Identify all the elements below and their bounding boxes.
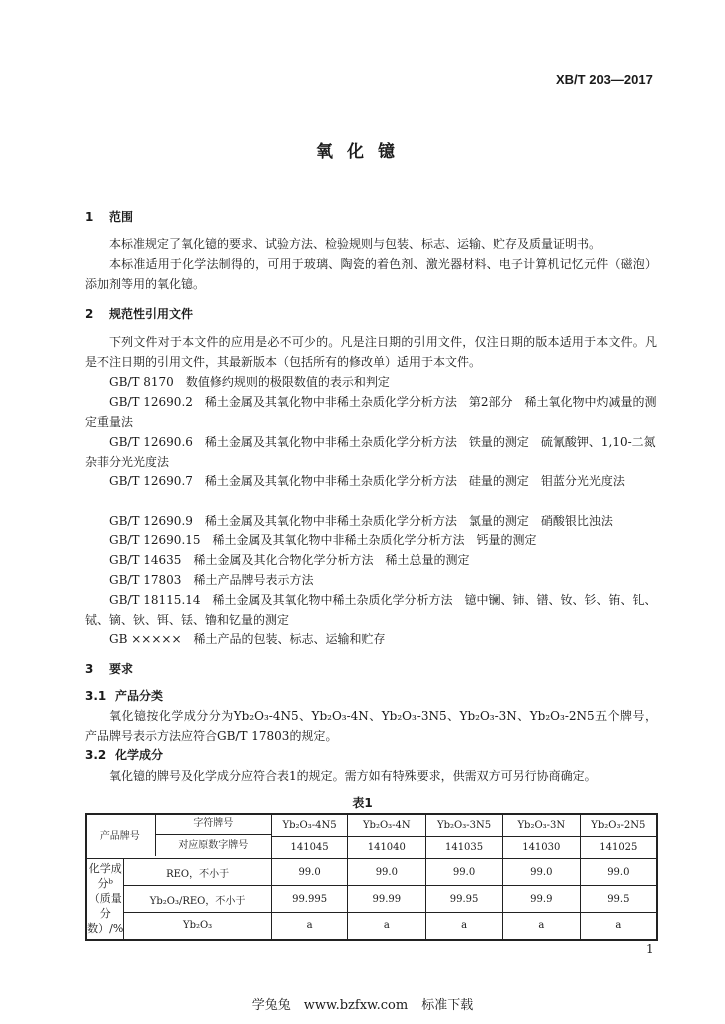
table-caption: 表1 [352,796,373,810]
classification-paragraph: 氧化镱按化学成分分为Yb₂O₃-4N5、Yb₂O₃-4N、Yb₂O₃-3N5、Yb₂O₃-3N、Yb₂O₃-2N5五个牌号，产品牌号表示方法应符合GB/T 17803的规定。 [85,709,657,743]
value-cell: 99.0 [348,859,426,886]
reference-item [85,590,657,630]
standard-number: XB/T 203—2017 [556,72,653,87]
grade-cell: Yb₂O₃-3N5 [426,814,503,837]
reference-code: GB/T 14635 [109,553,182,567]
value-cell: 99.99 [348,886,426,913]
reference-title: 稀土产品的包装、标志、运输和贮存 [193,632,386,646]
section-3-1-heading [85,687,163,704]
reference-code: GB/T 12690.15 [109,533,201,547]
page-number: 1 [646,942,654,956]
section-number: 3.2 [85,748,107,762]
value-cell: 99.0 [502,859,580,886]
scope-paragraph-2: 本标准适用于化学法制得的，可用于玻璃、陶瓷的着色剂、激光器材料、电子计算机记忆元件（磁泡）添加剂等用的氧化镱。 [85,257,657,291]
section-number: 3 [85,662,94,676]
document-title: 氧化镱 [316,142,409,162]
reference-code: GB/T 17803 [109,573,182,587]
reference-title: 稀土金属及其氧化物中非稀土杂质化学分析方法 铁量的测定 硫氰酸钾、1,10-二氮杂菲分光光度法 [85,435,656,469]
value-cell: a [580,913,657,940]
section-title: 产品分类 [115,689,164,703]
chem-composition-label: 化学成分ᵇ（质量分数）/% [86,859,124,940]
reference-code: GB/T 12690.7 [109,474,193,488]
composition-paragraph: 氧化镱的牌号及化学成分应符合表1的规定。需方如有特殊要求，供需双方可另行协商确定。 [109,769,597,783]
char-grade-text: 字符牌号 [156,813,271,835]
reference-item [85,471,657,491]
section-3-2-heading [85,746,163,763]
grade-cell: Yb₂O₃-2N5 [580,814,657,837]
value-cell: a [348,913,426,940]
value-cell: 99.0 [271,859,348,886]
product-grade-text: 产品牌号 [99,831,140,842]
product-grade-label [86,814,271,837]
reference-title: 数值修约规则的极限数值的表示和判定 [185,375,390,389]
section-number: 3.1 [85,689,107,703]
value-cell: 99.995 [271,886,348,913]
table-row [86,913,657,940]
reference-item [85,511,657,531]
section-title: 规范性引用文件 [109,307,194,321]
reference-title: 稀土金属及其氧化物中非稀土杂质化学分析方法 氯量的测定 硝酸银比浊法 [204,514,613,528]
reference-item [85,530,657,550]
code-cell: 141045 [271,837,348,859]
scope-paragraph-1: 本标准规定了氧化镱的要求、试验方法、检验规则与包装、标志、运输、贮存及质量证明书。 [109,237,602,251]
section-1-heading [85,208,133,225]
reference-code: GB/T 12690.9 [109,514,193,528]
reference-title: 稀土金属及其氧化物中非稀土杂质化学分析方法 硅量的测定 钼蓝分光光度法 [204,474,625,488]
value-cell: 99.9 [502,886,580,913]
reference-code: GB/T 12690.6 [109,435,193,449]
value-cell: 99.0 [580,859,657,886]
reference-item [85,629,657,649]
num-grade-placeholder [86,837,271,859]
grade-cell: Yb₂O₃-4N5 [271,814,348,837]
table-row [86,837,657,859]
code-cell: 141025 [580,837,657,859]
value-cell: a [426,913,503,940]
reference-code: GB ××××× [109,632,182,646]
reference-title: 稀土产品牌号表示方法 [193,573,314,587]
row-label: Yb₂O₃ [124,913,271,940]
code-cell: 141035 [426,837,503,859]
composition-table [85,813,658,941]
value-cell: a [271,913,348,940]
row-label: REO，不小于 [124,859,271,886]
code-cell: 141040 [348,837,426,859]
num-grade-text: 对应原数字牌号 [178,840,249,851]
section-title: 范围 [109,210,134,224]
reference-item [85,550,657,570]
value-cell: 99.0 [426,859,503,886]
reference-code: GB/T 12690.2 [109,395,193,409]
reference-title: 稀土金属及其氧化物中非稀土杂质化学分析方法 钙量的测定 [212,533,537,547]
value-cell: 99.95 [426,886,503,913]
watermark-footer: 学兔兔 www.bzfxw.com 标准下载 [251,998,474,1013]
table-row [86,859,657,886]
section-2-heading [85,305,193,322]
section-number: 1 [85,210,94,224]
reference-title: 稀土金属及其氧化物中稀土杂质化学分析方法 镱中镧、铈、镨、钕、钐、铕、钆、铽、镝、钬、铒、铥、镥和钇量的测定 [85,593,657,627]
reference-code: GB/T 8170 [109,375,174,389]
section-3-heading [85,660,133,677]
section-number: 2 [85,307,94,321]
reference-item [85,432,657,472]
row-label: Yb₂O₃/REO，不小于 [124,886,271,913]
section-title: 要求 [109,662,134,676]
reference-code: GB/T 18115.14 [109,593,201,607]
reference-item [85,570,657,590]
reference-title: 稀土金属及其化合物化学分析方法 稀土总量的测定 [193,553,470,567]
section-title: 化学成分 [115,748,164,762]
value-cell: a [502,913,580,940]
grade-cell: Yb₂O₃-4N [348,814,426,837]
reference-item [85,392,657,432]
references-intro: 下列文件对于本文件的应用是必不可少的。凡是注日期的引用文件，仅注日期的版本适用于本文件。凡是不注日期的引用文件，其最新版本（包括所有的修改单）适用于本文件。 [85,335,657,369]
grade-cell: Yb₂O₃-3N [502,814,580,837]
reference-item [85,372,657,392]
code-cell: 141030 [502,837,580,859]
table-row [86,886,657,913]
value-cell: 99.5 [580,886,657,913]
reference-title: 稀土金属及其氧化物中非稀土杂质化学分析方法 第2部分 稀土氧化物中灼减量的测定重量法 [85,395,657,429]
table-row [86,814,657,837]
